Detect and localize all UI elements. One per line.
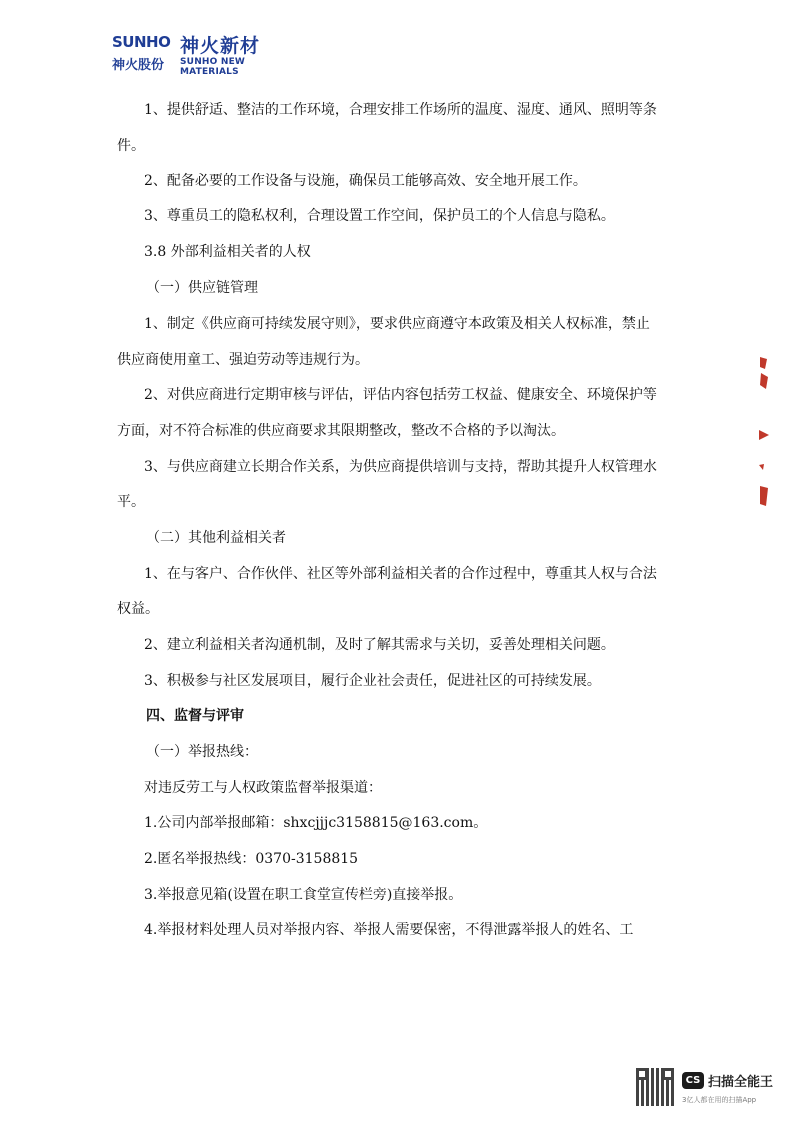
paragraph-line: 3.举报意见箱(设置在职工食堂宣传栏旁)直接举报。 <box>144 887 463 903</box>
seal-fragment-icon <box>757 428 771 442</box>
paragraph-line: 1、制定《供应商可持续发展守则》，要求供应商遵守本政策及相关人权标准，禁止 <box>144 316 650 332</box>
chapter-heading: 四、监督与评审 <box>146 708 244 724</box>
paragraph-line: 4.举报材料处理人员对举报内容、举报人需要保密，不得泄露举报人的姓名、工 <box>144 922 634 938</box>
seal-fragment-icon <box>757 462 767 472</box>
paragraph-line: 供应商使用童工、强迫劳动等违规行为。 <box>117 352 369 368</box>
scanner-app-name: 扫描全能王 <box>708 1075 774 1090</box>
paragraph-line: 2、建立利益相关者沟通机制，及时了解其需求与关切，妥善处理相关问题。 <box>144 637 615 653</box>
seal-fragment-icon <box>757 355 771 395</box>
paragraph-line: 方面，对不符合标准的供应商要求其限期整改，整改不合格的予以淘汰。 <box>117 423 565 439</box>
logo-text-sunho: SUNHO <box>112 33 171 51</box>
paragraph-line: 2、配备必要的工作设备与设施，确保员工能够高效、安全地开展工作。 <box>144 173 587 189</box>
paragraph-line: 对违反劳工与人权政策监督举报渠道： <box>144 780 382 796</box>
paragraph-line: 3、积极参与社区发展项目，履行企业社会责任，促进社区的可持续发展。 <box>144 673 601 689</box>
logo-text-shenhuo-new-materials: 神火新材 <box>180 35 261 57</box>
scanner-watermark <box>636 1068 786 1112</box>
subsection-heading: （一）供应链管理 <box>146 280 258 296</box>
company-logo <box>112 33 302 75</box>
paragraph-line: 2、对供应商进行定期审核与评估，评估内容包括劳工权益、健康安全、环境保护等 <box>144 387 657 403</box>
paragraph-line: 件。 <box>117 138 145 154</box>
section-heading: 3.8 外部利益相关者的人权 <box>144 244 311 260</box>
scanner-tagline: 3亿人都在用的扫描App <box>682 1096 757 1104</box>
camscanner-badge: CS <box>682 1072 704 1089</box>
paragraph-line: 3、尊重员工的隐私权利，合理设置工作空间，保护员工的个人信息与隐私。 <box>144 208 615 224</box>
seal-fragment-icon <box>757 484 771 510</box>
paragraph-line: 平。 <box>117 494 145 510</box>
paragraph-line: 3、与供应商建立长期合作关系，为供应商提供培训与支持，帮助其提升人权管理水 <box>144 459 657 475</box>
logo-text-sunho-new-materials: SUNHO NEW MATERIALS <box>180 57 246 77</box>
paragraph-line: 1、在与客户、合作伙伴、社区等外部利益相关者的合作过程中，尊重其人权与合法 <box>144 566 657 582</box>
paragraph-line: 1、提供舒适、整洁的工作环境，合理安排工作场所的温度、湿度、通风、照明等条 <box>144 102 657 118</box>
subsection-heading: （二）其他利益相关者 <box>146 530 286 546</box>
paragraph-line: 2.匿名举报热线：0370-3158815 <box>144 851 359 867</box>
subsection-heading: （一）举报热线： <box>146 744 258 760</box>
qr-code-icon <box>636 1068 674 1106</box>
paragraph-line: 权益。 <box>117 601 159 617</box>
logo-text-shenhuo-shares: 神火股份 <box>112 58 165 73</box>
paragraph-line: 1.公司内部举报邮箱：shxcjjjc3158815@163.com。 <box>144 815 488 831</box>
